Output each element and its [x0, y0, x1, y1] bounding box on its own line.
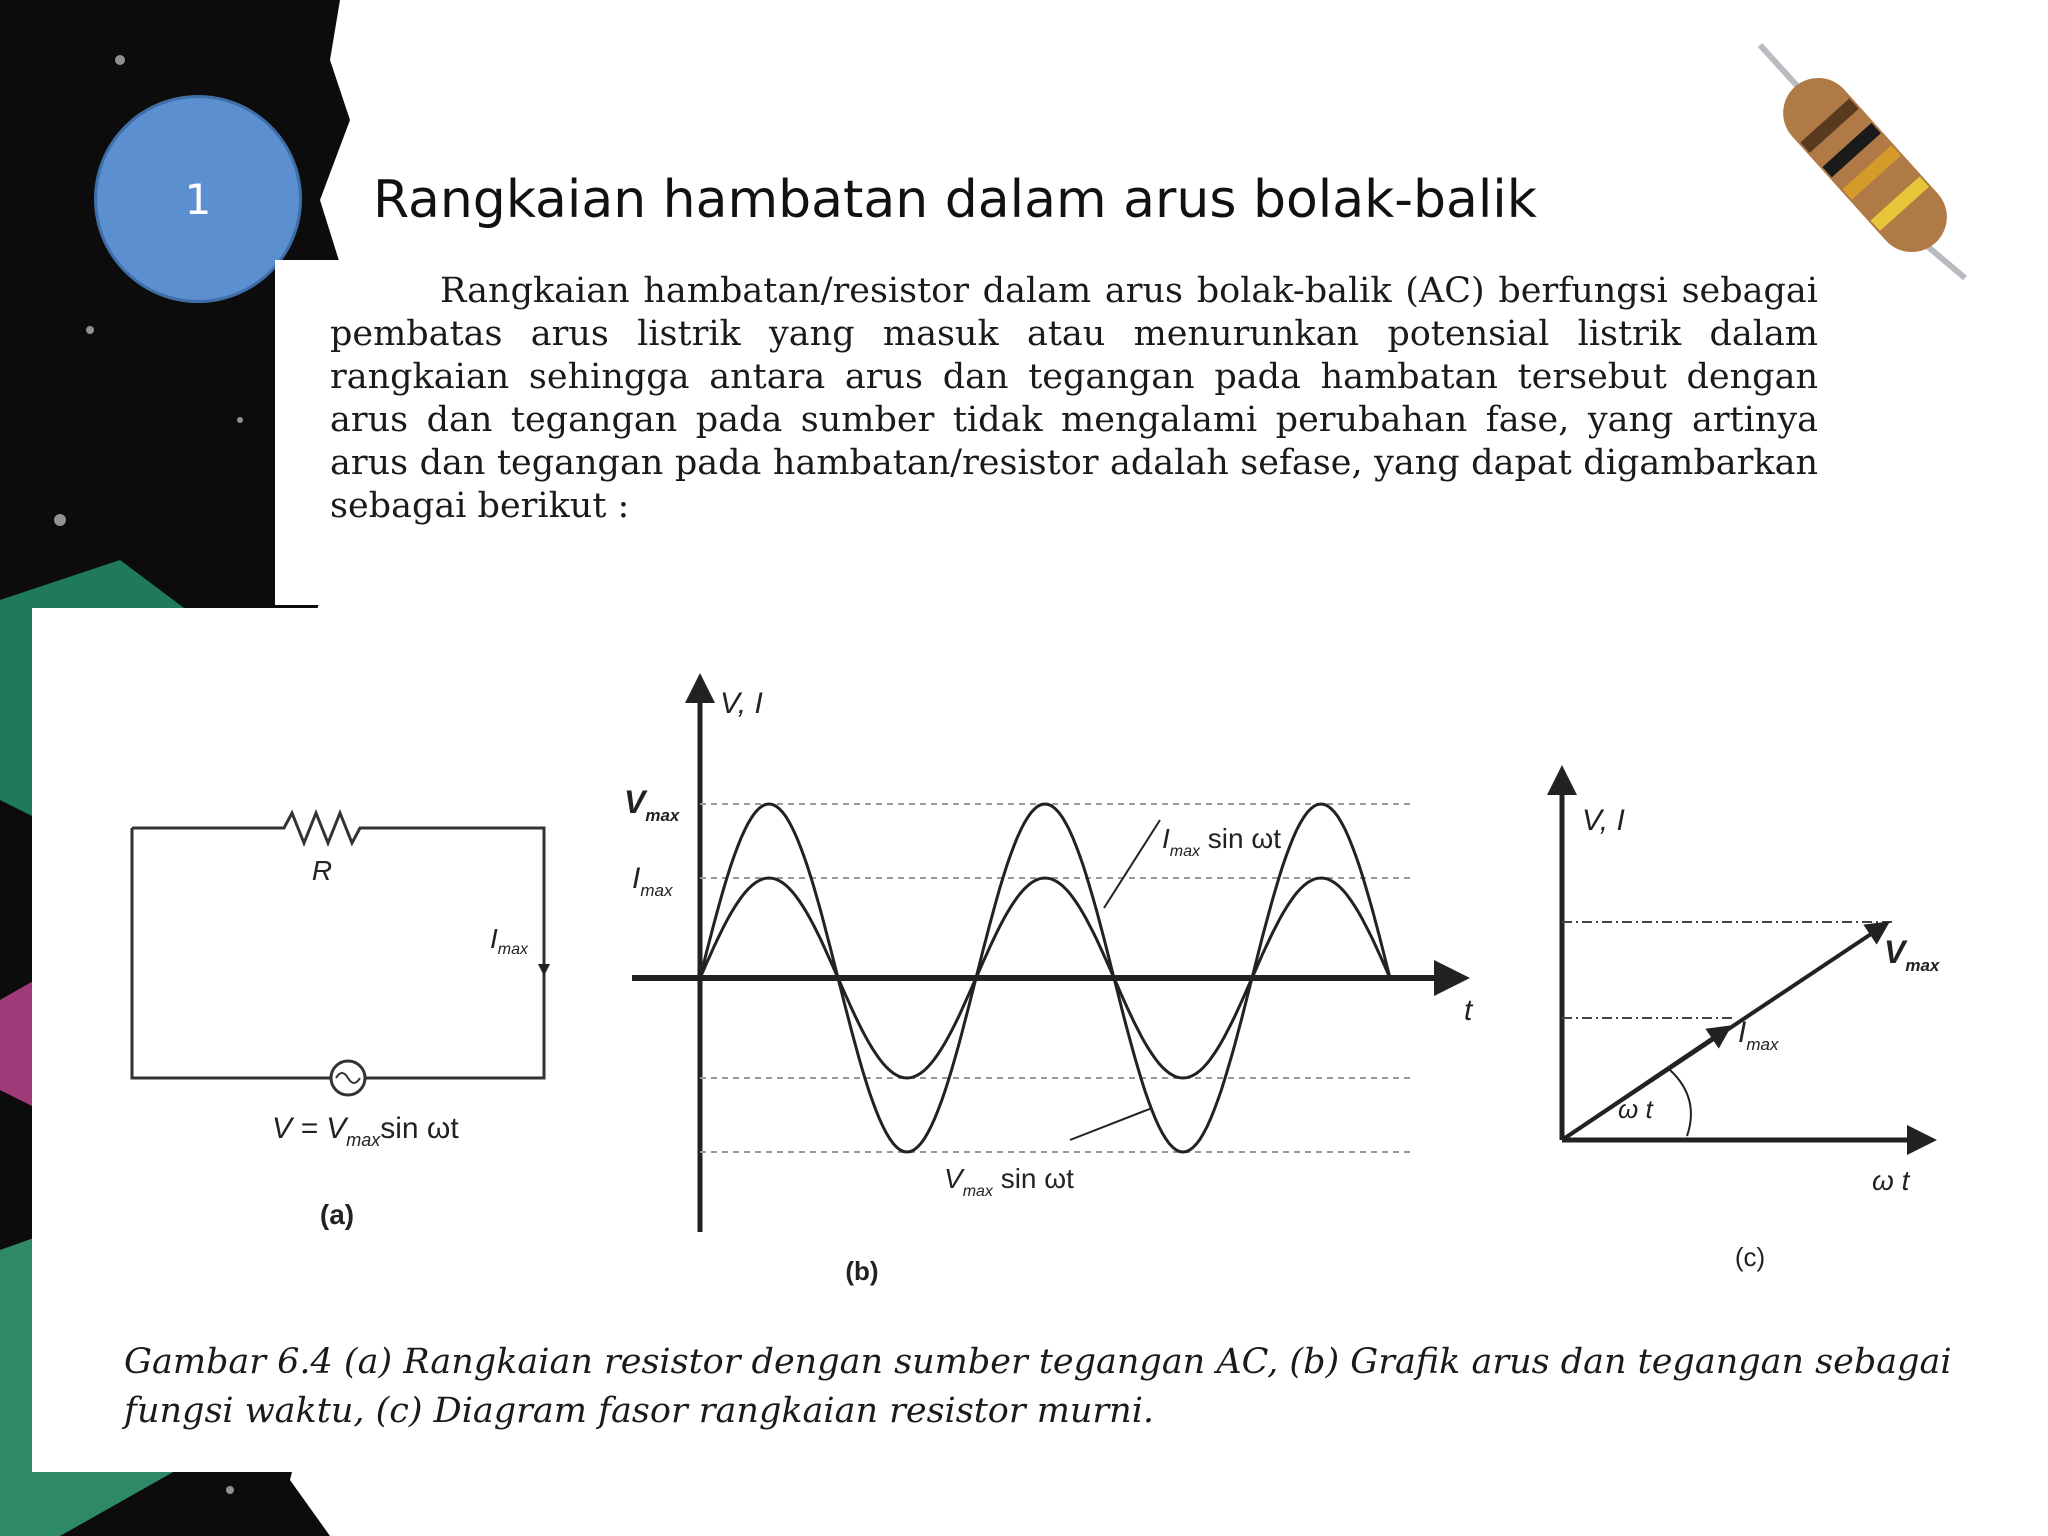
- b-x-axis-label: t: [1464, 994, 1473, 1027]
- b-vmax-label: V: [624, 784, 646, 820]
- voltage-curve-post: sin ωt: [992, 1163, 1074, 1194]
- current-label: I: [490, 923, 498, 954]
- figure-panel: [32, 608, 2018, 1472]
- b-imax-sub: max: [640, 881, 673, 900]
- svg-text:V = Vmaxsin ωt: [272, 1112, 459, 1150]
- slide-number-badge: [94, 95, 302, 303]
- b-y-axis-label: V, I: [720, 687, 763, 720]
- phasor-diagram: [1562, 780, 1941, 1272]
- c-x-axis-label: ω t: [1872, 1165, 1910, 1196]
- svg-text:Imax sin ωt: [1162, 823, 1281, 860]
- description-panel: [275, 260, 1835, 605]
- b-vmax-sub: max: [645, 806, 680, 825]
- sine-graph: [624, 687, 1474, 1286]
- b-imax-label: I: [632, 862, 641, 895]
- current-curve-label: I: [1162, 823, 1170, 854]
- panel-label-a: (a): [319, 1199, 355, 1230]
- c-vmax-sub: max: [1905, 956, 1940, 975]
- svg-text:Imax: [632, 862, 673, 900]
- c-vmax-label: V: [1884, 934, 1906, 970]
- source-label-post: sin ωt: [380, 1112, 459, 1145]
- voltage-curve-sub: max: [962, 1183, 993, 1200]
- slide-number: 1: [184, 174, 212, 224]
- c-imax-sub: max: [1746, 1035, 1779, 1054]
- svg-text:Vmax: [1884, 934, 1941, 975]
- c-y-axis-label: V, I: [1582, 804, 1625, 837]
- svg-text:Vmax: [624, 784, 681, 825]
- angle-label: ω t: [1618, 1094, 1653, 1124]
- current-curve-sub: max: [1169, 843, 1201, 860]
- figure-caption: Gambar 6.4 (a) Rangkaian resistor dengan sumber tegangan AC, (b) Grafik arus dan tegangan sebagai fungsi waktu, (c) Diagram fasor rangkaian resistor murni.: [124, 1342, 1952, 1431]
- svg-text:Imax: [490, 923, 529, 958]
- description-paragraph: Rangkaian hambatan/resistor dalam arus bolak-balik (AC) berfungsi sebagai pembatas arus listrik yang masuk atau menurunkan potensial listrik dalam rangkaian sehingga antara arus dan tegangan pada hambatan tersebut dengan arus dan tegangan pada sumber tidak mengalami perubahan fase, yang artinya arus dan tegangan pada hambatan/resistor adalah sefase, yang dapat digambarkan sebagai berikut :: [330, 271, 1818, 526]
- panel-label-b: (b): [845, 1256, 879, 1286]
- resistor-label: R: [311, 855, 333, 886]
- panel-label-c: (c): [1734, 1242, 1766, 1272]
- current-curve-post: sin ωt: [1200, 823, 1282, 854]
- svg-text:Imax: [1738, 1016, 1779, 1054]
- resistor-illustration: [1750, 40, 1980, 290]
- svg-text:Vmax sin ωt: [944, 1163, 1074, 1200]
- source-label: V = V: [272, 1112, 347, 1145]
- voltage-curve-label: V: [944, 1163, 963, 1194]
- slide-title: Rangkaian hambatan dalam arus bolak-balik: [373, 170, 1537, 230]
- circuit-diagram: [132, 813, 544, 1230]
- source-label-sub: max: [346, 1130, 381, 1150]
- current-label-sub: max: [497, 941, 529, 958]
- c-imax-label: I: [1738, 1016, 1747, 1049]
